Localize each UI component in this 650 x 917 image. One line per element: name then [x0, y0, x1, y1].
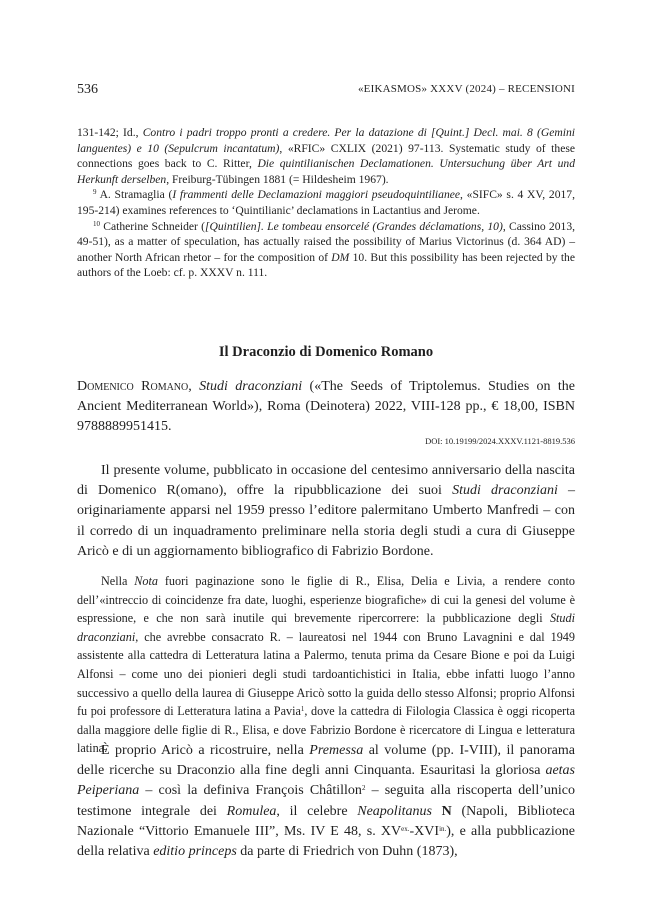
- footnote-9: $^9$ A. Stramaglia (I frammenti delle Declamazioni maggiori pseudoquintilianee, «SIFC» s. 4 XV, 2017, 195-214) examines references to ‘Quintilianic’ declamations in Lactantius and Jerome.: [77, 188, 575, 217]
- footnote-8-continuation: 131-142; Id., Contro i padri troppo pronti a credere. Per la datazione di [Quint.] Decl. mai. 8 (Gemini languentes) e 10 (Sepulcrum incantatum), «RFIC» CXLIX (2021) 97-113. Systematic study of these connections goes back to C. Ritter, Die quintilianischen Declamationen. Untersuchung über Art und Herkunft derselben, Freiburg-Tübingen 1881 (= Hildesheim 1967).: [77, 126, 575, 186]
- footnote-10: $^{10}$ Catherine Schneider ([Quintilien]. Le tombeau ensorcelé (Grandes déclamations, 10), Cassino 2013, 49-51), as a matter of speculation, has actually raised the possibility of Marius Victorinus (d. 364 AD) – another North African rhetor – for the composition of DM 10. But this possibility has been rejected by the authors of the Loeb: cf. p. XXXV n. 111.: [77, 219, 576, 280]
- footnote-marker: 9: [93, 188, 97, 197]
- footnote-marker: 10: [93, 219, 100, 228]
- review-title: Il Draconzio di Domenico Romano: [218, 344, 434, 360]
- doi: DOI: 10.19199/2024.XXXV.1121-8819.536: [425, 436, 575, 446]
- siglum: N: [431, 803, 452, 819]
- paragraph-2: Nella Nota fuori paginazione sono le figlie di R., Elisa, Delia e Livia, a rendere conto dell’«intreccio di coincidenze fra date, luoghi, esperienze biografiche» di cui la genesi del volume è espressione, e che non sarà inutile qui brevemente ripercorrere: la pubblicazione degli Studi draconziani, che avrebbe consacrato R. – laureatosi nel 1944 con Bruno Lavagnini e dal 1949 assistente alla cattedra di Letteratura latina a Palermo, tenuta prima da Cesare Bione e poi da Luigi Alfonsi – come uno dei pionieri degli studi tardoantichistici in Italia, ebbe infatti luogo l’anno successivo a quello della laurea di Giuseppe Aricò sotto la guida dello stesso Alfonsi; proprio Alfonsi fu poi professore di Letteratura latina a Pavia$^1$, dove la cattedra di Filologia Classica è oggi ricoperta dalla maggiore delle figlie di R., Elisa, e dove Fabrizio Bordone è ricercatore di Lingua e letteratura latina.: [77, 574, 575, 756]
- author-name: Domenico Romano: [77, 379, 189, 394]
- book-title: Studi draconziani: [199, 379, 303, 394]
- footnote-marker: 1: [300, 705, 305, 714]
- running-header: [77, 82, 575, 102]
- paragraph-3: È proprio Aricò a ricostruire, nella Premessa al volume (pp. I-VIII), il panorama delle ricerche su Draconzio alla fine degli anni Cinquanta. Esauritasi la gloriosa aetas Peiperiana – così la definiva François Châtillon$^2$ – seguita alla riscoperta dell’unico testimone integrale dei Romulea, il celebre Neapolitanus N (Napoli, Biblioteca Nazionale “Vittorio Emanuele III”, Ms. IV E 48, s. $XV^{ex.}-XVI^{in.}$), e alla pubblicazione della relativa editio princeps da parte di Friedrich von Duhn (1873),: [77, 743, 576, 860]
- footnotes: [77, 125, 575, 281]
- page-number: 536: [77, 82, 98, 97]
- running-head: «EIKASMOS» XXXV (2024) – RECENSIONI: [357, 83, 575, 95]
- bibliographic-entry: Domenico Romano, Studi draconziani («The Seeds of Triptolemus. Studies on the Ancient Mediterranean World»), Roma (Deinotera) 2022, VIII-128 pp., € 18,00, ISBN 9788889951415.: [77, 379, 576, 434]
- paragraph-1: Il presente volume, pubblicato in occasione del centesimo anniversario della nascita di Domenico R(omano), offre la ripubblicazione dei suoi Studi draconziani – originariamente apparsi nel 1959 presso l’editore palermitano Umberto Manfredi – con il corredo di un inquadramento preliminare nella storia degli studi a cura di Giuseppe Aricò e di un aggiornamento bibliografico di Fabrizio Bordone.: [77, 463, 576, 559]
- footnote-marker: 2: [361, 784, 366, 793]
